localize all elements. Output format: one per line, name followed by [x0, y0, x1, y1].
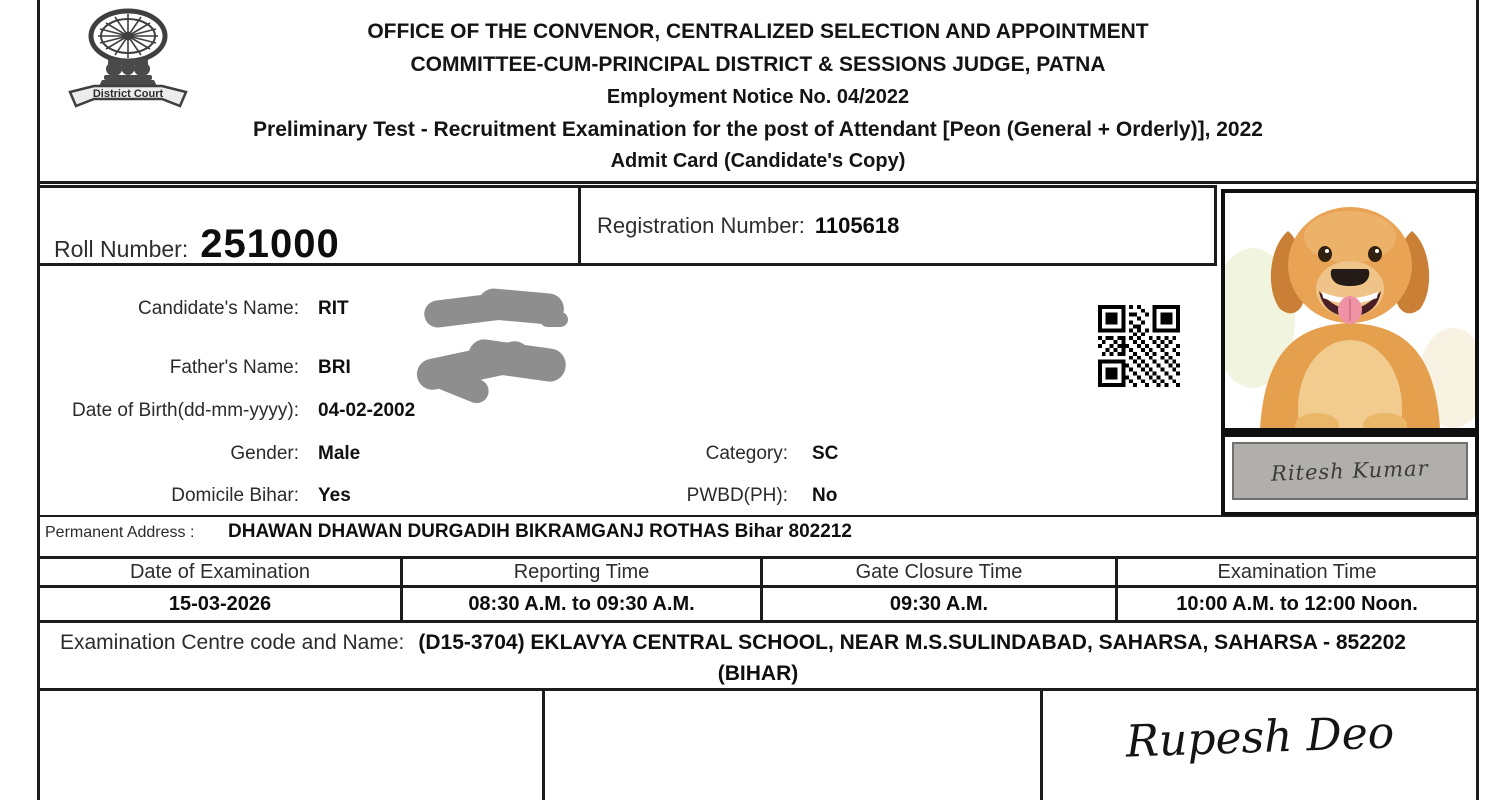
employment-notice: Employment Notice No. 04/2022	[606, 86, 910, 108]
gender-label: Gender:	[230, 443, 299, 464]
registration-number-label: Registration Number:	[597, 212, 805, 238]
address-row-top-border	[37, 515, 1479, 517]
exam-date-value: 15-03-2026	[40, 588, 403, 620]
date-of-birth-value: 04-02-2002	[318, 400, 416, 421]
office-line-1: OFFICE OF THE CONVENOR, CENTRALIZED SELECTION AND APPOINTMENT	[367, 20, 1149, 43]
exam-centre-value: (D15-3704) EKLAVYA CENTRAL SCHOOL, NEAR M.S.SULINDABAD, SAHARSA, SAHARSA - 852202	[418, 631, 1406, 654]
identity-row	[37, 185, 1217, 266]
candidate-photo	[1225, 193, 1475, 428]
domicile-label: Domicile Bihar:	[171, 485, 299, 506]
qr-code	[1090, 297, 1188, 395]
gender-row	[37, 443, 360, 465]
exam-time-value: 10:00 A.M. to 12:00 Noon.	[1176, 592, 1418, 615]
roll-number-value: 251000	[200, 222, 340, 266]
exam-schedule-table	[37, 556, 1479, 623]
gate-closure-value: 09:30 A.M.	[763, 588, 1118, 620]
candidate-signature-strip	[1232, 442, 1468, 500]
office-line-2: COMMITTEE-CUM-PRINCIPAL DISTRICT & SESSIONS JUDGE, PATNA	[410, 53, 1106, 76]
candidate-signature: Ritesh Kumar	[1270, 456, 1430, 486]
footer-cell-divider-2	[1040, 691, 1043, 800]
reporting-time-header: Reporting Time	[403, 559, 763, 588]
exam-time-header: Examination Time	[1118, 559, 1476, 588]
candidate-name-value: RIT	[318, 298, 349, 319]
date-of-birth-label: Date of Birth(dd-mm-yyyy):	[72, 400, 299, 421]
gate-closure-header: Gate Closure Time	[763, 559, 1118, 588]
category-row	[620, 443, 838, 465]
category-value: SC	[812, 443, 839, 464]
domicile-value: Yes	[318, 485, 351, 506]
exam-title: Preliminary Test - Recruitment Examination for the post of Attendant [Peon (General + Orderly)], 2022	[253, 118, 1263, 141]
exam-centre-row	[60, 631, 1460, 655]
authority-signature: Rupesh Deo	[1124, 707, 1395, 768]
emblem-banner-label: District Court	[92, 88, 164, 100]
candidate-name-label: Candidate's Name:	[138, 298, 299, 319]
header-divider	[37, 181, 1479, 184]
candidate-name-row	[37, 298, 349, 320]
centre-row-bottom-border	[37, 688, 1479, 691]
gender-value: Male	[318, 443, 361, 464]
domicile-row	[37, 485, 351, 507]
reporting-time-value: 08:30 A.M. to 09:30 A.M.	[403, 588, 763, 620]
roll-number-label: Roll Number:	[54, 236, 189, 262]
admit-card-title: Admit Card (Candidate's Copy)	[610, 150, 906, 172]
exam-date-header: Date of Examination	[40, 559, 403, 588]
footer-cell-divider-1	[542, 691, 545, 800]
permanent-address-value: DHAWAN DHAWAN DURGADIH BIKRAMGANJ ROTHAS Bihar 802212	[228, 521, 852, 542]
date-of-birth-row	[37, 400, 415, 422]
candidate-photo-box	[1221, 189, 1479, 516]
redaction-blob	[540, 312, 568, 327]
registration-number-value: 1105618	[814, 212, 900, 238]
category-label: Category:	[705, 443, 788, 464]
exam-centre-state: (BIHAR)	[717, 662, 799, 685]
father-name-row	[37, 357, 351, 379]
father-name-value: BRI	[318, 357, 351, 378]
registration-number-cell	[581, 188, 1214, 263]
pwbd-label: PWBD(PH):	[686, 485, 788, 506]
permanent-address-label: Permanent Address :	[45, 524, 195, 541]
pwbd-row	[620, 485, 837, 507]
exam-centre-label: Examination Centre code and Name:	[60, 631, 405, 654]
father-name-label: Father's Name:	[169, 357, 299, 378]
roll-number-cell	[40, 188, 581, 266]
pwbd-value: No	[812, 485, 838, 506]
photo-signature-separator	[1225, 428, 1475, 437]
